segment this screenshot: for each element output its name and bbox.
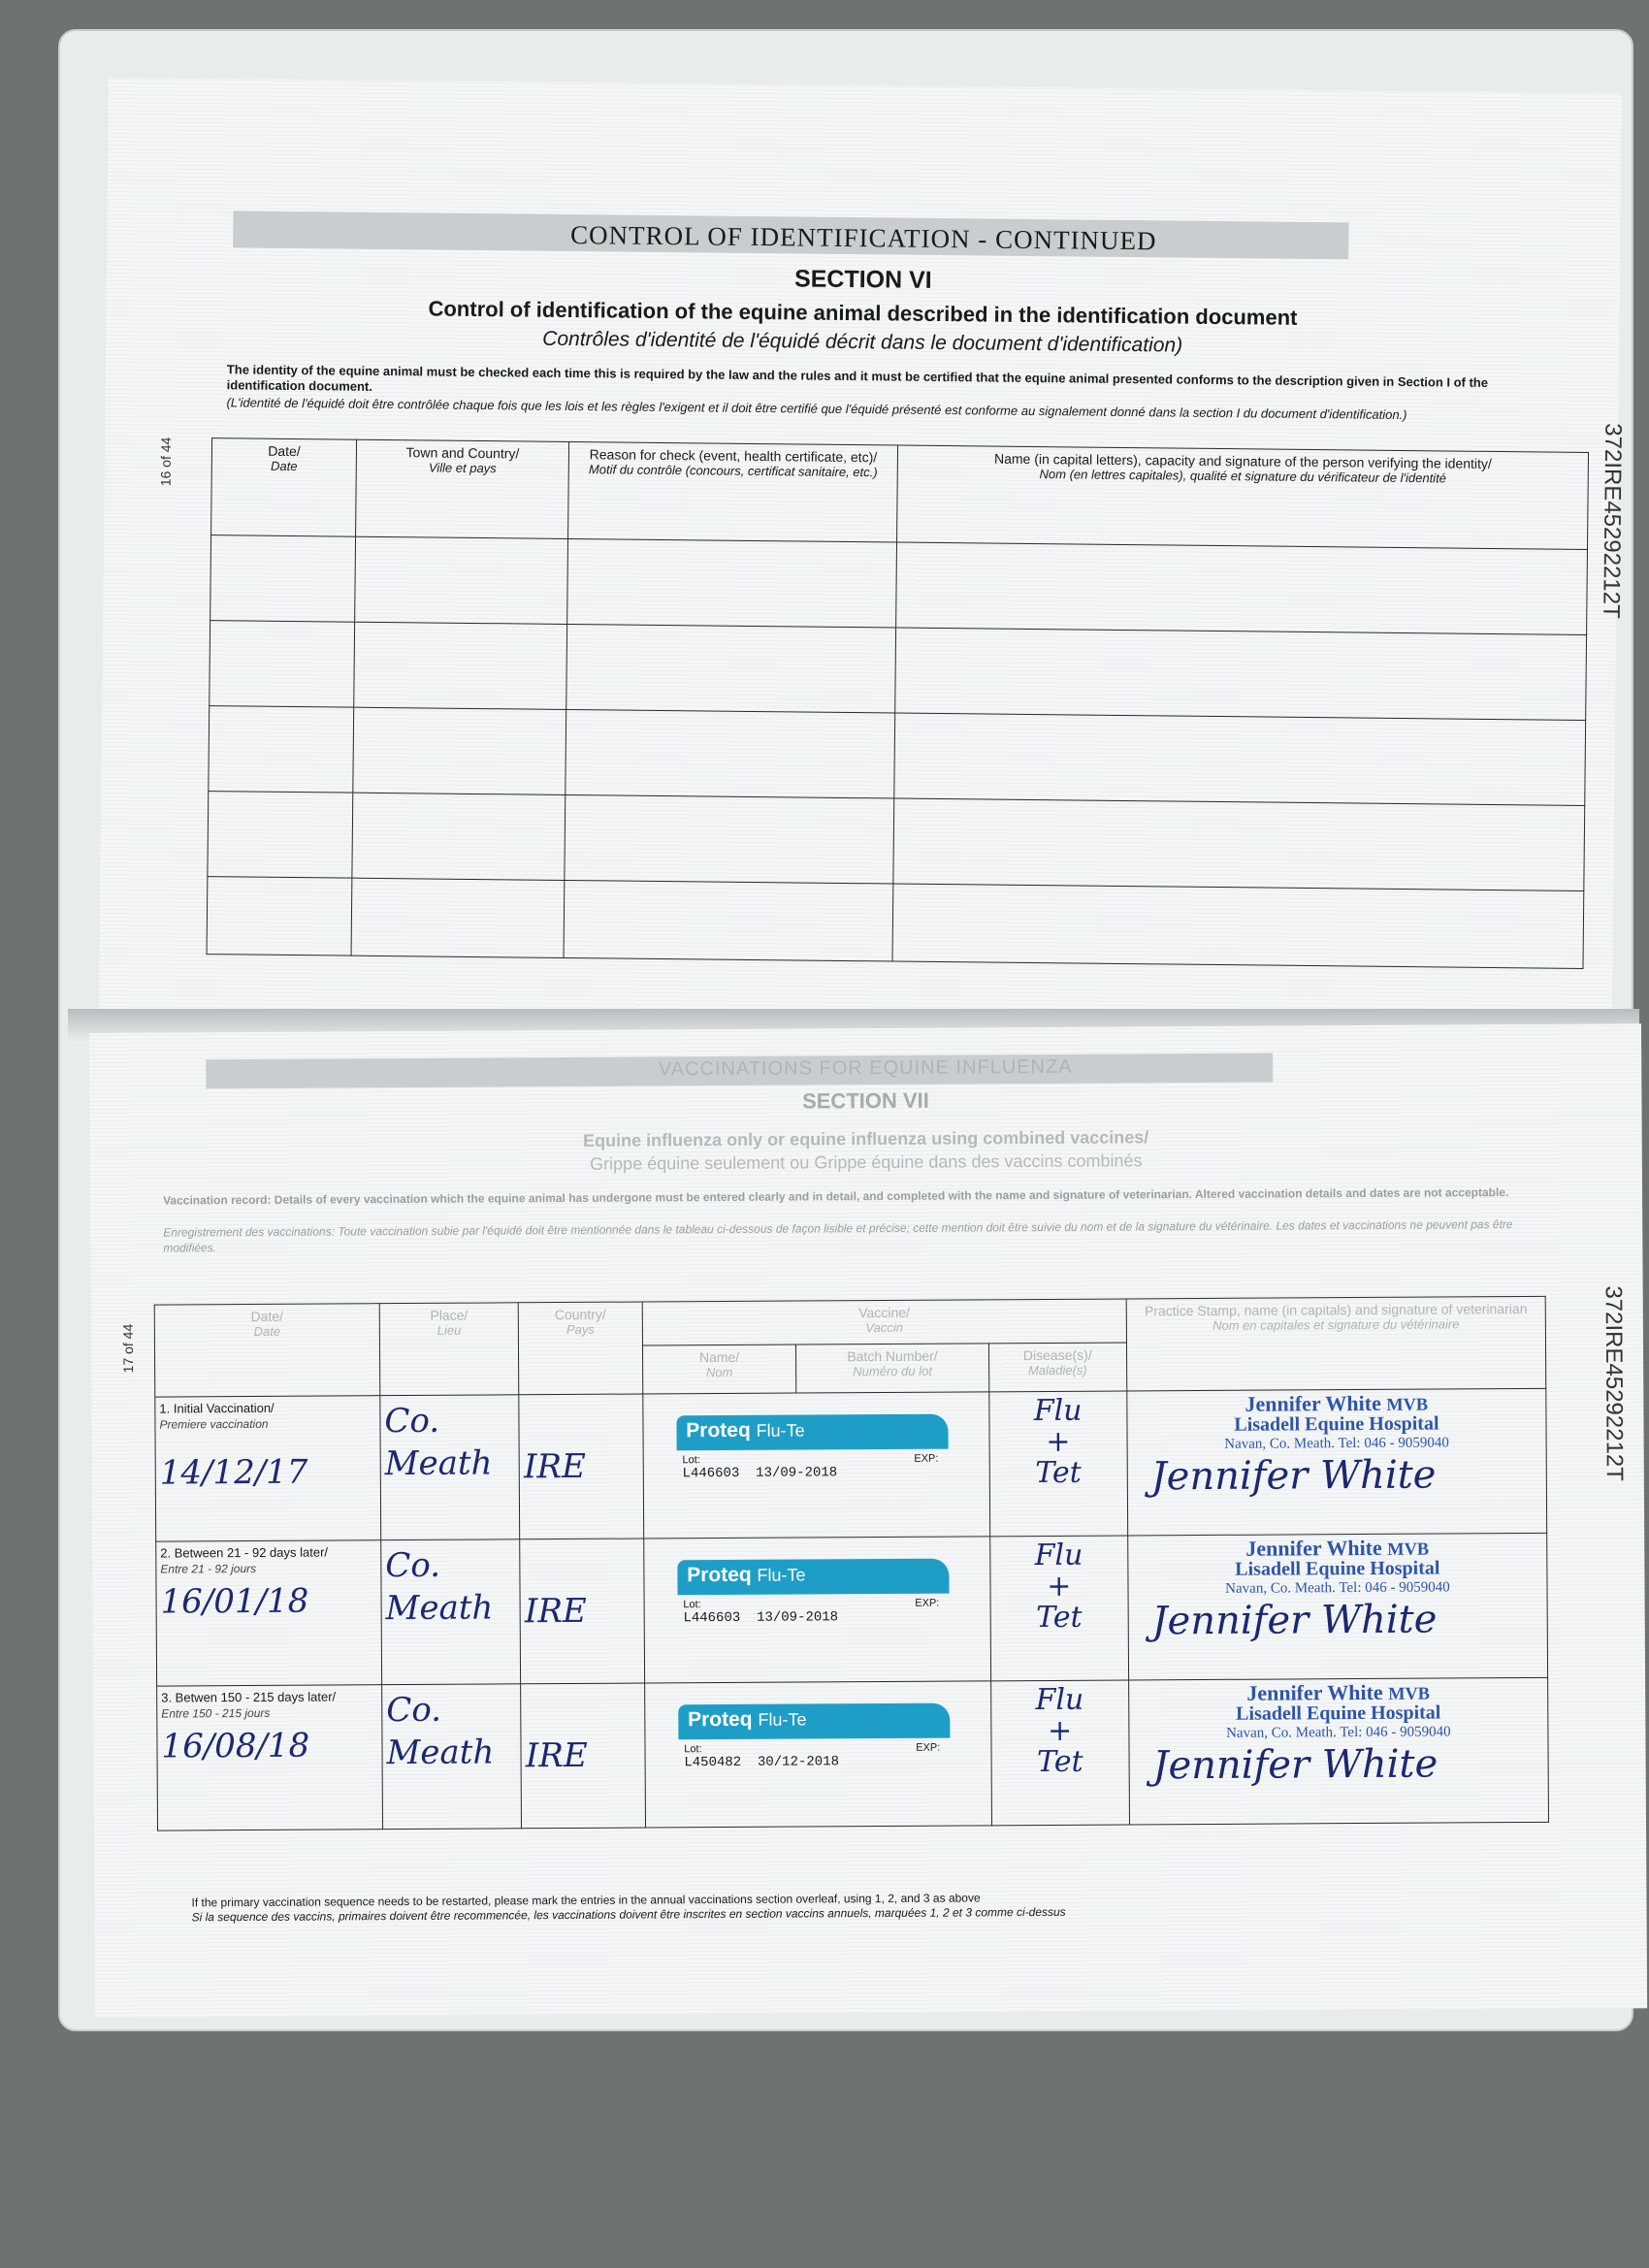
page-section-vii bbox=[89, 1023, 1647, 2018]
col-name-label: Name (in capital letters), capacity and signature of the person verifying the identity/ bbox=[993, 450, 1492, 471]
band-title: CONTROL OF IDENTIFICATION - CONTINUED bbox=[569, 219, 1157, 256]
page-number: 17 of 44 bbox=[119, 1323, 137, 1374]
table-row bbox=[155, 1388, 1547, 1541]
col-name-label-fr: Nom (en lettres capitales), qualité et signature du vérificateur de l'identité bbox=[1039, 467, 1447, 486]
col-date-header bbox=[211, 438, 357, 537]
serial-number: 372IRE45292212T bbox=[1598, 423, 1627, 619]
hospital-name: Lisadell Equine Hospital bbox=[1234, 1412, 1439, 1436]
disease-line-1: Flu bbox=[1033, 1393, 1083, 1429]
col-name-label-fr: Nom bbox=[705, 1364, 733, 1380]
disease-line-3: Tet bbox=[1036, 1744, 1083, 1780]
intro-fr: Enregistrement des vaccinations: Toute vaccination subie par l'équidé doit être mentionnée dans le tableau ci-dessous de façon lisible et précise; cette mention doit être suivie du nom et de la signature du vétérinaire. Les dates et vaccinations ne peuvent pas être modifiées. bbox=[163, 1217, 1513, 1255]
row-label-en: 2. Between 21 - 92 days later/ bbox=[160, 1544, 329, 1561]
place-line-2: Meath bbox=[384, 1443, 493, 1484]
col-disease-label: Disease(s)/ bbox=[1022, 1346, 1092, 1364]
place-cell bbox=[382, 1684, 522, 1830]
country-value: IRE bbox=[524, 1591, 587, 1632]
place-cell bbox=[380, 1395, 520, 1540]
place-line-1: Co. bbox=[385, 1545, 441, 1586]
vaccine-product: Flu-Te bbox=[758, 1709, 807, 1730]
vet-title: MVB bbox=[1387, 1539, 1430, 1559]
col-town-header bbox=[356, 439, 569, 538]
lot-number: L446603 bbox=[683, 1609, 741, 1627]
col-stamp-header bbox=[1126, 1296, 1546, 1391]
practice-stamp bbox=[1132, 1535, 1543, 1600]
col-country-label: Country/ bbox=[554, 1306, 606, 1323]
vet-name: Jennifer White bbox=[1245, 1390, 1381, 1416]
disease-cell bbox=[988, 1391, 1127, 1537]
footer-note bbox=[191, 1891, 1065, 1926]
col-place-label-fr: Lieu bbox=[436, 1322, 462, 1338]
col-name-label: Name/ bbox=[698, 1348, 740, 1366]
col-stamp-label: Practice Stamp, name (in capitals) and signature of veterinarian bbox=[1144, 1300, 1528, 1319]
col-batch-label: Batch Number/ bbox=[847, 1347, 938, 1365]
vaccination-date: 14/12/17 bbox=[159, 1452, 308, 1493]
col-batch-label-fr: Numéro du lot bbox=[853, 1363, 932, 1379]
table-row bbox=[156, 1533, 1548, 1686]
stamp-cell bbox=[1128, 1533, 1548, 1680]
footer-en: If the primary vaccination sequence needs to be restarted, please mark the entries in the annual vaccinations section overleaf, using 1, 2, and 3 as above bbox=[191, 1891, 981, 1910]
exp-label: EXP: bbox=[914, 1452, 939, 1465]
disease-cell bbox=[990, 1680, 1129, 1826]
lot-label: Lot: bbox=[684, 1743, 702, 1756]
section-title: SECTION VI bbox=[793, 265, 932, 294]
col-date-label-fr: Date bbox=[253, 1323, 281, 1339]
col-town-label-fr: Ville et pays bbox=[428, 460, 497, 476]
vaccine-product: Flu-Te bbox=[757, 1565, 806, 1585]
heading-en: Equine influenza only or equine influenza using combined vaccines/ bbox=[583, 1127, 1149, 1150]
vaccine-label-cell bbox=[643, 1537, 990, 1683]
section-title: SECTION VII bbox=[801, 1087, 929, 1114]
vaccination-table bbox=[154, 1296, 1549, 1831]
vaccine-sticker bbox=[677, 1559, 950, 1650]
heading-fr: Grippe équine seulement ou Grippe équine dans des vaccins combinés bbox=[590, 1150, 1143, 1174]
disease-line-1: Flu bbox=[1035, 1682, 1084, 1718]
practice-stamp bbox=[1133, 1679, 1544, 1744]
intro-en: Vaccination record: Details of every vaccination which the equine animal has undergone must be entered clearly and in detail, and completed with the name and signature of veterinarian. Altered vaccination details and dates are not acceptable. bbox=[163, 1185, 1509, 1208]
vaccination-date: 16/08/18 bbox=[161, 1726, 310, 1766]
vaccine-label-cell bbox=[644, 1681, 991, 1828]
vaccine-lot bbox=[678, 1742, 950, 1771]
lot-label: Lot: bbox=[682, 1454, 700, 1467]
col-disease-header bbox=[988, 1343, 1127, 1392]
intro-en: The identity of the equine animal must be checked each time this is required by the law and the rules and it must be certified that the equine animal presented conforms to the description given in Section I of the identification document. bbox=[226, 362, 1489, 394]
vaccine-brand-bar bbox=[678, 1703, 950, 1740]
expiry-date: 13/09-2018 bbox=[757, 1609, 839, 1626]
vet-name: Jennifer White bbox=[1246, 1679, 1383, 1705]
place-line-1: Co. bbox=[384, 1401, 440, 1442]
row-label bbox=[160, 1544, 376, 1576]
country-cell bbox=[521, 1683, 645, 1829]
lot-number: L446603 bbox=[682, 1465, 740, 1482]
exp-label: EXP: bbox=[915, 1597, 940, 1609]
disease-cell bbox=[989, 1536, 1128, 1681]
vet-title: MVB bbox=[1386, 1394, 1429, 1414]
place-line-1: Co. bbox=[386, 1690, 442, 1731]
expiry-date: 13/09-2018 bbox=[756, 1465, 838, 1481]
disease-line-2: + bbox=[1047, 1713, 1073, 1748]
col-disease-label-fr: Maladie(s) bbox=[1027, 1362, 1087, 1378]
row-label bbox=[159, 1400, 375, 1432]
hospital-name: Lisadell Equine Hospital bbox=[1236, 1701, 1441, 1725]
heading-fr: Contrôles d'identité de l'équidé décrit dans le document d'identification) bbox=[542, 327, 1183, 357]
row-label bbox=[161, 1689, 377, 1721]
vaccine-label-cell bbox=[643, 1392, 990, 1539]
hospital-address: Navan, Co. Meath. Tel: 046 - 9059040 bbox=[1224, 1435, 1449, 1452]
vet-name: Jennifer White bbox=[1245, 1535, 1382, 1561]
vaccine-sticker bbox=[676, 1414, 949, 1506]
hospital-address: Navan, Co. Meath. Tel: 046 - 9059040 bbox=[1226, 1724, 1451, 1741]
col-reason-label: Reason for check (event, health certificate, etc)/ bbox=[589, 446, 878, 466]
table-row bbox=[208, 792, 1585, 891]
row-date-cell bbox=[156, 1540, 382, 1686]
country-value: IRE bbox=[525, 1735, 588, 1776]
exp-label: EXP: bbox=[916, 1741, 941, 1754]
vaccine-brand: Proteq bbox=[687, 1563, 752, 1587]
hospital-name: Lisadell Equine Hospital bbox=[1235, 1557, 1440, 1580]
row-label-fr: Entre 21 - 92 jours bbox=[160, 1561, 257, 1576]
vaccine-brand: Proteq bbox=[686, 1418, 751, 1442]
col-date-header bbox=[154, 1304, 380, 1397]
disease-line-1: Flu bbox=[1034, 1538, 1083, 1573]
vaccine-brand-bar bbox=[677, 1559, 949, 1596]
table-row bbox=[210, 535, 1588, 635]
serial-number: 372IRE45292212T bbox=[1600, 1285, 1628, 1481]
table-row bbox=[209, 706, 1586, 806]
col-name-header bbox=[642, 1345, 796, 1394]
vaccination-date: 16/01/18 bbox=[160, 1581, 309, 1622]
col-place-header bbox=[379, 1303, 519, 1396]
table-row bbox=[210, 621, 1587, 721]
expiry-date: 30/12-2018 bbox=[757, 1754, 840, 1770]
col-reason-header bbox=[568, 441, 898, 542]
lot-number: L450482 bbox=[684, 1754, 742, 1771]
row-date-cell bbox=[157, 1685, 383, 1831]
col-date-label-fr: Date bbox=[271, 458, 298, 474]
vaccine-lot bbox=[676, 1453, 948, 1482]
country-cell bbox=[519, 1394, 643, 1539]
country-value: IRE bbox=[523, 1446, 587, 1487]
row-label-fr: Entre 150 - 215 jours bbox=[161, 1705, 271, 1721]
footer-fr: Si la sequence des vaccins, primaires doivent être recommencée, les vaccinations doivent être inscrites en section vaccins annuels, marquées 1, 2 et 3 comme ci-dessus bbox=[191, 1904, 1066, 1925]
col-vaccine-label-fr: Vaccin bbox=[865, 1319, 903, 1336]
lot-label: Lot: bbox=[683, 1599, 701, 1611]
col-country-label-fr: Pays bbox=[566, 1321, 595, 1338]
col-batch-header bbox=[796, 1344, 989, 1393]
country-cell bbox=[520, 1539, 644, 1684]
vaccine-brand-bar bbox=[676, 1414, 948, 1451]
col-stamp-label-fr: Nom en capitales et signature du vétérinaire bbox=[1212, 1316, 1460, 1333]
page-number: 16 of 44 bbox=[157, 437, 175, 487]
row-label-en: 3. Betwen 150 - 215 days later/ bbox=[161, 1689, 337, 1705]
col-date-label: Date/ bbox=[250, 1308, 284, 1324]
page-section-vi bbox=[99, 78, 1627, 1053]
stamp-cell bbox=[1128, 1677, 1548, 1825]
hospital-address: Navan, Co. Meath. Tel: 046 - 9059040 bbox=[1225, 1579, 1450, 1597]
col-reason-label-fr: Motif du contrôle (concours, certificat sanitaire, etc.) bbox=[588, 462, 878, 480]
vet-signature: Jennifer White bbox=[1151, 1597, 1438, 1644]
vaccine-product: Flu-Te bbox=[756, 1420, 805, 1441]
vaccine-sticker bbox=[678, 1703, 951, 1795]
place-line-2: Meath bbox=[386, 1733, 495, 1773]
intro-fr: (L'identité de l'équidé doit être contrôlée chaque fois que les lois et les règles l'exigent et il doit être certifié que l'équidé présenté est conforme au signalement donné dans la section I du document d'identification.) bbox=[226, 395, 1407, 423]
vaccine-brand: Proteq bbox=[687, 1707, 753, 1732]
col-place-label: Place/ bbox=[430, 1307, 469, 1323]
col-country-header bbox=[519, 1302, 643, 1395]
vet-signature: Jennifer White bbox=[1152, 1741, 1439, 1789]
col-name-header bbox=[897, 445, 1589, 549]
row-date-cell bbox=[155, 1396, 381, 1541]
heading-en: Control of identification of the equine animal described in the identification document bbox=[428, 296, 1298, 330]
practice-stamp bbox=[1131, 1390, 1542, 1455]
col-vaccine-header bbox=[642, 1299, 1126, 1345]
identity-check-table bbox=[207, 437, 1590, 969]
place-cell bbox=[381, 1539, 521, 1685]
vet-title: MVB bbox=[1388, 1683, 1430, 1703]
col-vaccine-label: Vaccine/ bbox=[858, 1304, 910, 1321]
table-row bbox=[207, 877, 1584, 969]
stamp-cell bbox=[1127, 1388, 1547, 1536]
col-date-label: Date/ bbox=[268, 442, 301, 460]
row-label-fr: Premiere vaccination bbox=[159, 1416, 269, 1432]
vet-signature: Jennifer White bbox=[1150, 1452, 1437, 1500]
col-town-label: Town and Country/ bbox=[405, 444, 520, 462]
disease-line-3: Tet bbox=[1035, 1455, 1082, 1491]
disease-line-3: Tet bbox=[1036, 1600, 1083, 1636]
row-label-en: 1. Initial Vaccination/ bbox=[159, 1400, 275, 1416]
vaccine-lot bbox=[677, 1598, 949, 1627]
table-row bbox=[157, 1677, 1549, 1831]
place-line-2: Meath bbox=[385, 1588, 494, 1629]
disease-line-2: + bbox=[1046, 1424, 1071, 1459]
disease-line-2: + bbox=[1047, 1569, 1072, 1604]
band-title: VACCINATIONS FOR EQUINE INFLUENZA bbox=[658, 1055, 1073, 1081]
